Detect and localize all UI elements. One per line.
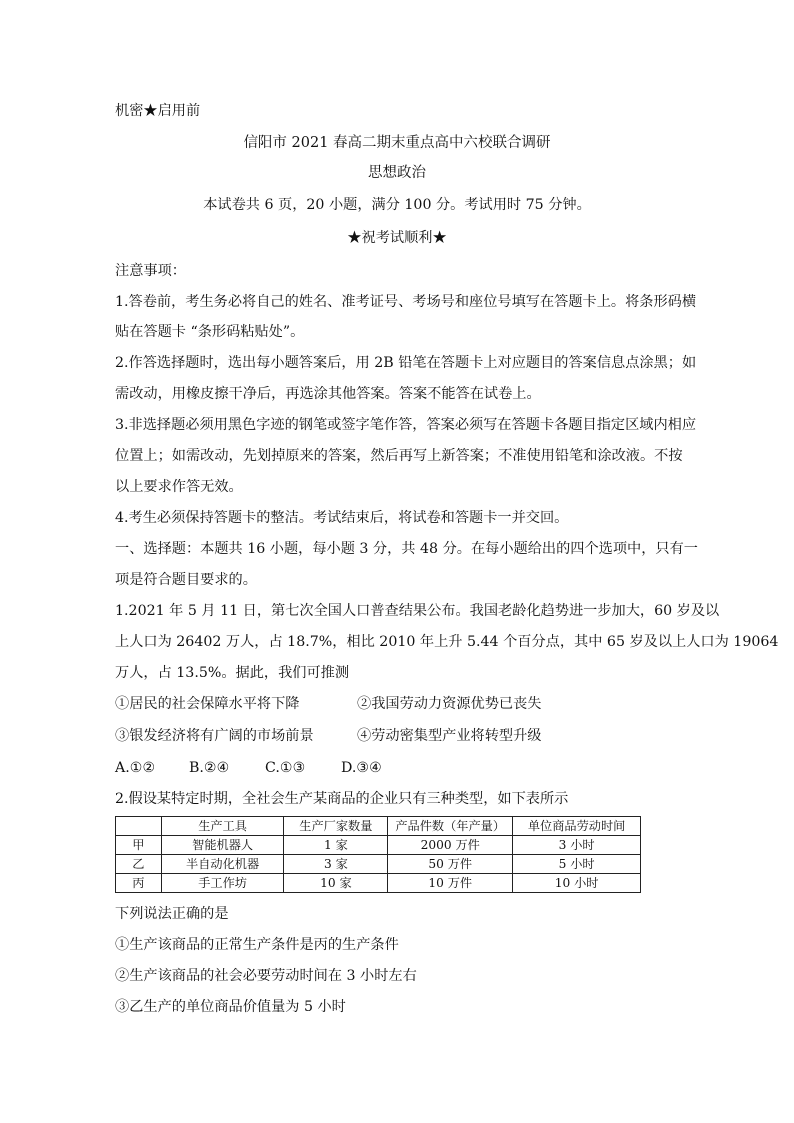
q2-statement-1: ①生产该商品的正常生产条件是丙的生产条件 <box>115 937 399 953</box>
table-cell: 10 小时 <box>513 874 641 893</box>
q2-statement-3: ③乙生产的单位商品价值量为 5 小时 <box>115 999 346 1015</box>
q1-choice-a: A.①② <box>115 760 156 776</box>
table-cell: 10 万件 <box>388 874 513 893</box>
table-cell: 手工作坊 <box>161 874 284 893</box>
question-1-line-2: 上人口为 26402 万人，占 18.7%，相比 2010 年上升 5.44 个百分点，其中 65 岁及以上人口为 19064 <box>115 634 779 650</box>
confidential-label: 机密★启用前 <box>115 103 201 119</box>
note-2-line-1: 2.作答选择题时，选出每小题答案后，用 2B 铅笔在答题卡上对应题目的答案信息点涂黑；如 <box>115 355 697 371</box>
q1-statement-3: ③银发经济将有广阔的市场前景 <box>115 728 314 744</box>
exam-title: 信阳市 2021 春高二期末重点高中六校联合调研 <box>243 135 551 151</box>
note-2-line-2: 需改动，用橡皮擦干净后，再选涂其他答案。答案不能答在试卷上。 <box>115 386 541 402</box>
q1-choice-c: C.①③ <box>265 760 306 776</box>
good-luck-banner: ★祝考试顺利★ <box>347 230 447 246</box>
notes-heading: 注意事项： <box>115 263 186 279</box>
table-header-cell: 产品件数（年产量） <box>388 817 513 836</box>
note-3-line-1: 3.非选择题必须用黑色字迹的钢笔或签字笔作答，答案必须写在答题卡各题目指定区域内相应 <box>115 417 697 433</box>
table-header-cell: 单位商品劳动时间 <box>513 817 641 836</box>
note-3-line-2: 位置上；如需改动，先划掉原来的答案，然后再写上新答案；不准使用铅笔和涂改液。不按 <box>115 448 683 464</box>
question-2-stem: 2.假设某特定时期，全社会生产某商品的企业只有三种类型，如下表所示 <box>115 791 569 807</box>
table-header-cell <box>116 817 162 836</box>
note-4: 4.考生必须保持答题卡的整洁。考试结束后，将试卷和答题卡一并交回。 <box>115 510 569 526</box>
question-2-prompt: 下列说法正确的是 <box>115 906 229 922</box>
table-header-cell: 生产厂家数量 <box>284 817 388 836</box>
table-cell: 50 万件 <box>388 855 513 874</box>
table-cell: 5 小时 <box>513 855 641 874</box>
exam-info: 本试卷共 6 页，20 小题，满分 100 分。考试用时 75 分钟。 <box>203 197 591 213</box>
subject-title: 思想政治 <box>368 165 426 181</box>
table-cell: 甲 <box>116 836 162 855</box>
table-row <box>116 855 641 874</box>
table-cell: 丙 <box>116 874 162 893</box>
table-row <box>116 874 641 893</box>
table-header-cell: 生产工具 <box>161 817 284 836</box>
note-1-line-1: 1.答卷前，考生务必将自己的姓名、准考证号、考场号和座位号填写在答题卡上。将条形码横 <box>115 294 697 310</box>
table-cell: 1 家 <box>284 836 388 855</box>
production-table <box>115 816 641 893</box>
table-cell: 3 家 <box>284 855 388 874</box>
section-1-line-1: 一、选择题：本题共 16 小题，每小题 3 分，共 48 分。在每小题给出的四个选项中，只有一 <box>115 541 698 557</box>
q2-statement-2: ②生产该商品的社会必要劳动时间在 3 小时左右 <box>115 968 417 984</box>
table-cell: 2000 万件 <box>388 836 513 855</box>
table-row <box>116 836 641 855</box>
question-1-line-3: 万人，占 13.5%。据此，我们可推测 <box>115 665 350 681</box>
table-header-row <box>116 817 641 836</box>
q1-statement-2: ②我国劳动力资源优势已丧失 <box>357 696 542 712</box>
q1-choice-d: D.③④ <box>341 760 382 776</box>
q1-choice-b: B.②④ <box>189 760 230 776</box>
question-1-line-1: 1.2021 年 5 月 11 日，第七次全国人口普查结果公布。我国老龄化趋势进一步加大，60 岁及以 <box>115 603 720 619</box>
table-cell: 半自动化机器 <box>161 855 284 874</box>
note-3-line-3: 以上要求作答无效。 <box>115 479 243 495</box>
table-cell: 10 家 <box>284 874 388 893</box>
q1-statement-4: ④劳动密集型产业将转型升级 <box>357 728 542 744</box>
q1-statement-1: ①居民的社会保障水平将下降 <box>115 696 300 712</box>
table-cell: 乙 <box>116 855 162 874</box>
table-cell: 智能机器人 <box>161 836 284 855</box>
table-cell: 3 小时 <box>513 836 641 855</box>
note-1-line-2: 贴在答题卡 “条形码粘贴处”。 <box>115 324 305 340</box>
section-1-line-2: 项是符合题目要求的。 <box>115 572 257 588</box>
